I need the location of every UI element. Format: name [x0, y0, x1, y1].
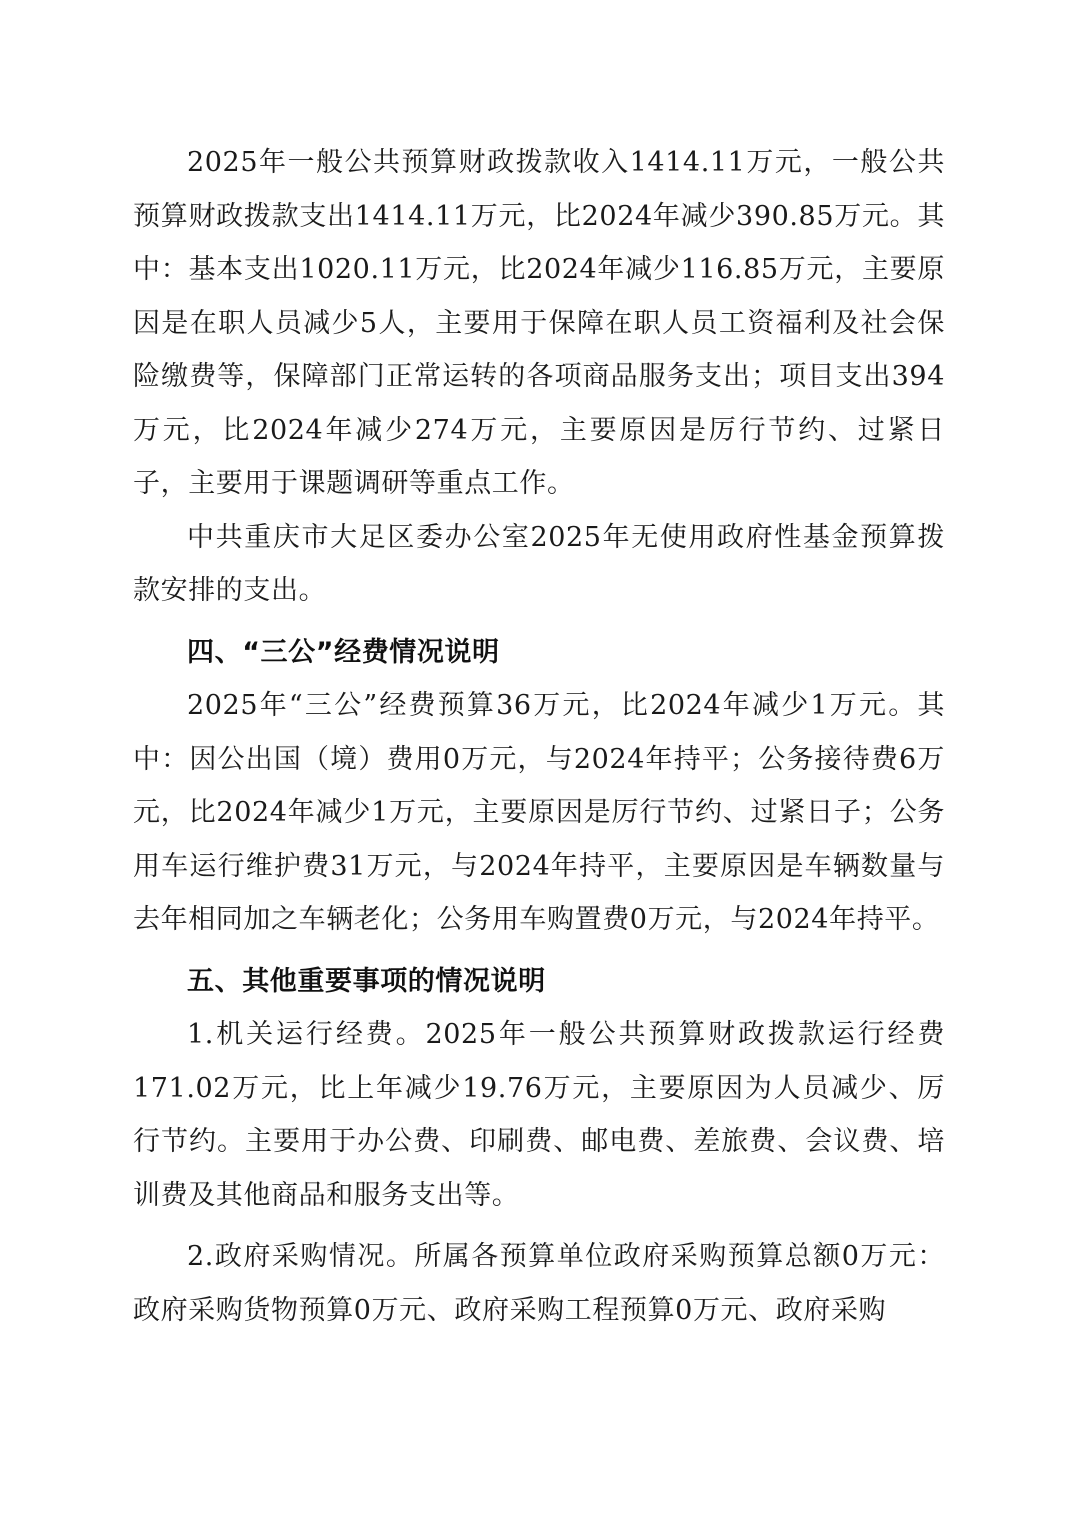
section-spacer [133, 618, 945, 626]
document-body [133, 136, 945, 1337]
section-spacer [133, 1222, 945, 1230]
paragraph-three-public-expenses: 2025年“三公”经费预算36万元，比2024年减少1万元。其中：因公出国（境）费用0万元，与2024年持平；公务接待费6万元，比2024年减少1万元，主要原因是厉行节约、过紧日子；公务用车运行维护费31万元，与2024年持平，主要原因是车辆数量与去年相同加之车辆老化；公务用车购置费0万元，与2024年持平。 [133, 690, 945, 935]
paragraph-operating-expenses: 1.机关运行经费。2025年一般公共预算财政拨款运行经费171.02万元，比上年减少19.76万元，主要原因为人员减少、厉行节约。主要用于办公费、印刷费、邮电费、差旅费、会议费、培训费及其他商品和服务支出等。 [133, 1019, 945, 1211]
paragraph-government-procurement: 2.政府采购情况。所属各预算单位政府采购预算总额0万元：政府采购货物预算0万元、政府采购工程预算0万元、政府采购 [133, 1241, 945, 1326]
paragraph-government-fund: 中共重庆市大足区委办公室2025年无使用政府性基金预算拨款安排的支出。 [133, 521, 945, 606]
section-spacer [133, 947, 945, 955]
section-heading-three-public: 四、“三公”经费情况说明 [187, 636, 500, 668]
section-heading-other-matters: 五、其他重要事项的情况说明 [187, 965, 546, 997]
paragraph-general-budget: 2025年一般公共预算财政拨款收入1414.11万元，一般公共预算财政拨款支出1414.11万元，比2024年减少390.85万元。其中：基本支出1020.11万元，比2024年减少116.85万元，主要原因是在职人员减少5人，主要用于保障在职人员工资福利及社会保险缴费等，保障部门正常运转的各项商品服务支出；项目支出394万元，比2024年减少274万元，主要原因是厉行节约、过紧日子，主要用于课题调研等重点工作。 [133, 147, 945, 499]
